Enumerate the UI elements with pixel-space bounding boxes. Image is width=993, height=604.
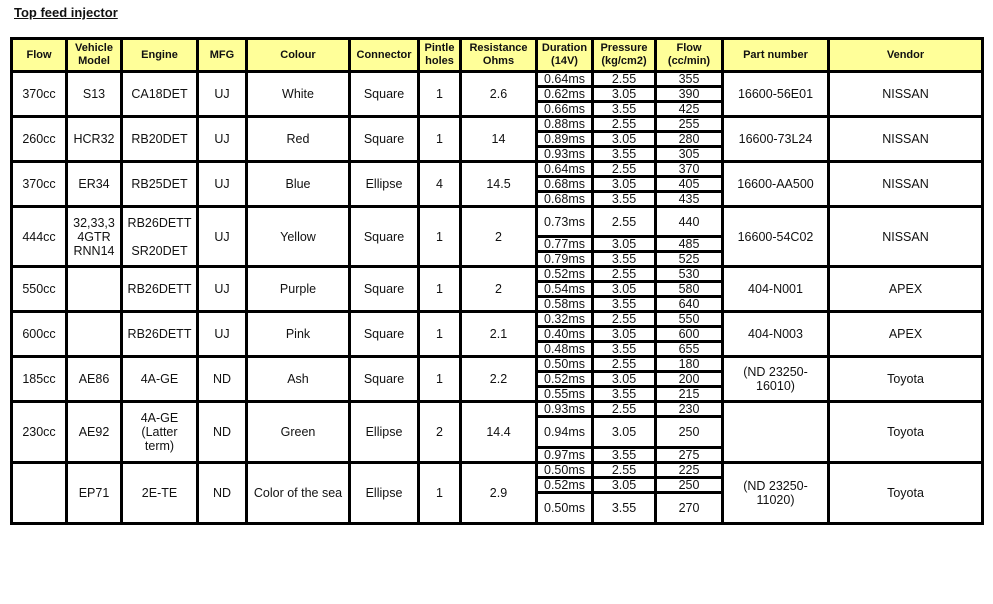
cell-connector: Square [350, 117, 419, 162]
cell-pressure: 3.55 [593, 448, 656, 463]
cell-pintle: 1 [419, 463, 461, 524]
cell-pintle: 1 [419, 312, 461, 357]
cell-part-number: 404-N001 [723, 267, 829, 312]
cell-engine: RB20DET [122, 117, 198, 162]
cell-model: 32,33,3 4GTR RNN14 [67, 207, 122, 267]
cell-flow-rate: 525 [656, 252, 723, 267]
cell-flow-rate: 435 [656, 192, 723, 207]
cell-model: HCR32 [67, 117, 122, 162]
cell-pressure: 2.55 [593, 312, 656, 327]
cell-connector: Ellipse [350, 162, 419, 207]
cell-flow: 230cc [12, 402, 67, 463]
cell-duration: 0.52ms [537, 372, 593, 387]
cell-part-number: 404-N003 [723, 312, 829, 357]
cell-mfg: ND [198, 463, 247, 524]
cell-connector: Square [350, 72, 419, 117]
header-colour: Colour [247, 39, 350, 72]
cell-flow-rate: 405 [656, 177, 723, 192]
cell-duration: 0.93ms [537, 402, 593, 417]
cell-part-number: (ND 23250- 16010) [723, 357, 829, 402]
cell-model: AE92 [67, 402, 122, 463]
cell-colour: Purple [247, 267, 350, 312]
cell-colour: Red [247, 117, 350, 162]
cell-flow-rate: 640 [656, 297, 723, 312]
header-mfg: MFG [198, 39, 247, 72]
cell-flow-rate: 440 [656, 207, 723, 237]
cell-flow: 370cc [12, 72, 67, 117]
cell-pressure: 3.55 [593, 342, 656, 357]
table-row [12, 162, 983, 177]
cell-vendor: NISSAN [829, 162, 983, 207]
cell-model: AE86 [67, 357, 122, 402]
cell-pressure: 2.55 [593, 72, 656, 87]
cell-pressure: 3.55 [593, 493, 656, 524]
cell-pressure: 2.55 [593, 463, 656, 478]
cell-flow-rate: 280 [656, 132, 723, 147]
cell-connector: Square [350, 207, 419, 267]
cell-connector: Square [350, 357, 419, 402]
cell-duration: 0.52ms [537, 478, 593, 493]
header-pintle-holes: Pintle holes [419, 39, 461, 72]
cell-pressure: 3.55 [593, 147, 656, 162]
cell-resistance: 2.2 [461, 357, 537, 402]
cell-pressure: 2.55 [593, 117, 656, 132]
cell-flow-rate: 215 [656, 387, 723, 402]
cell-pressure: 2.55 [593, 267, 656, 282]
header-resistance: Resistance Ohms [461, 39, 537, 72]
cell-flow-rate: 275 [656, 448, 723, 463]
table-row [12, 267, 983, 282]
cell-duration: 0.54ms [537, 282, 593, 297]
page-title: Top feed injector [14, 5, 118, 20]
cell-mfg: UJ [198, 207, 247, 267]
cell-pintle: 1 [419, 117, 461, 162]
cell-flow-rate: 250 [656, 417, 723, 448]
cell-flow-rate: 230 [656, 402, 723, 417]
cell-model: S13 [67, 72, 122, 117]
cell-flow-rate: 225 [656, 463, 723, 478]
cell-flow-rate: 485 [656, 237, 723, 252]
cell-flow-rate: 425 [656, 102, 723, 117]
cell-connector: Square [350, 267, 419, 312]
cell-pressure: 3.05 [593, 282, 656, 297]
cell-pintle: 1 [419, 207, 461, 267]
cell-engine: RB26DETT [122, 267, 198, 312]
header-part-number: Part number [723, 39, 829, 72]
cell-flow: 444cc [12, 207, 67, 267]
header-duration: Duration (14V) [537, 39, 593, 72]
cell-part-number: 16600-54C02 [723, 207, 829, 267]
cell-model: ER34 [67, 162, 122, 207]
cell-pintle: 1 [419, 267, 461, 312]
cell-pintle: 4 [419, 162, 461, 207]
cell-flow-rate: 180 [656, 357, 723, 372]
cell-vendor: Toyota [829, 402, 983, 463]
header-vendor: Vendor [829, 39, 983, 72]
cell-duration: 0.93ms [537, 147, 593, 162]
cell-pressure: 3.05 [593, 372, 656, 387]
cell-pressure: 3.55 [593, 192, 656, 207]
cell-pressure: 3.05 [593, 132, 656, 147]
cell-mfg: UJ [198, 162, 247, 207]
cell-duration: 0.58ms [537, 297, 593, 312]
cell-colour: Ash [247, 357, 350, 402]
cell-pressure: 3.05 [593, 417, 656, 448]
header-flow-rate: Flow (cc/min) [656, 39, 723, 72]
cell-engine: CA18DET [122, 72, 198, 117]
cell-duration: 0.97ms [537, 448, 593, 463]
cell-duration: 0.79ms [537, 252, 593, 267]
cell-flow-rate: 270 [656, 493, 723, 524]
cell-pressure: 3.55 [593, 252, 656, 267]
cell-pressure: 3.05 [593, 177, 656, 192]
cell-duration: 0.94ms [537, 417, 593, 448]
cell-resistance: 2.9 [461, 463, 537, 524]
cell-engine: 4A-GE [122, 357, 198, 402]
header-pressure: Pressure (kg/cm2) [593, 39, 656, 72]
cell-mfg: UJ [198, 117, 247, 162]
cell-duration: 0.48ms [537, 342, 593, 357]
cell-duration: 0.88ms [537, 117, 593, 132]
cell-duration: 0.50ms [537, 493, 593, 524]
cell-vendor: APEX [829, 312, 983, 357]
cell-resistance: 2.6 [461, 72, 537, 117]
cell-flow: 550cc [12, 267, 67, 312]
cell-duration: 0.77ms [537, 237, 593, 252]
cell-mfg: UJ [198, 312, 247, 357]
cell-pressure: 3.05 [593, 478, 656, 493]
cell-engine: 4A-GE (Latter term) [122, 402, 198, 463]
cell-engine: 2E-TE [122, 463, 198, 524]
header-engine: Engine [122, 39, 198, 72]
cell-model: EP71 [67, 463, 122, 524]
cell-flow-rate: 355 [656, 72, 723, 87]
cell-pressure: 3.55 [593, 387, 656, 402]
cell-flow: 185cc [12, 357, 67, 402]
table-row [12, 357, 983, 372]
cell-duration: 0.68ms [537, 177, 593, 192]
cell-duration: 0.68ms [537, 192, 593, 207]
table-row [12, 463, 983, 478]
cell-pressure: 2.55 [593, 357, 656, 372]
cell-flow-rate: 370 [656, 162, 723, 177]
cell-duration: 0.50ms [537, 463, 593, 478]
cell-vendor: APEX [829, 267, 983, 312]
cell-flow: 370cc [12, 162, 67, 207]
cell-part-number: 16600-AA500 [723, 162, 829, 207]
header-connector: Connector [350, 39, 419, 72]
cell-pressure: 3.05 [593, 327, 656, 342]
table-row [12, 312, 983, 327]
cell-pintle: 1 [419, 72, 461, 117]
cell-resistance: 2 [461, 207, 537, 267]
cell-pressure: 2.55 [593, 402, 656, 417]
cell-vendor: NISSAN [829, 207, 983, 267]
cell-model [67, 267, 122, 312]
cell-colour: Color of the sea [247, 463, 350, 524]
cell-duration: 0.50ms [537, 357, 593, 372]
cell-pressure: 3.55 [593, 297, 656, 312]
cell-flow-rate: 580 [656, 282, 723, 297]
cell-flow-rate: 530 [656, 267, 723, 282]
cell-connector: Ellipse [350, 463, 419, 524]
cell-flow-rate: 655 [656, 342, 723, 357]
cell-engine: RB26DETT SR20DET [122, 207, 198, 267]
header-flow: Flow [12, 39, 67, 72]
cell-part-number: (ND 23250- 11020) [723, 463, 829, 524]
cell-duration: 0.66ms [537, 102, 593, 117]
cell-part-number [723, 402, 829, 463]
cell-resistance: 14.5 [461, 162, 537, 207]
cell-duration: 0.40ms [537, 327, 593, 342]
cell-resistance: 14 [461, 117, 537, 162]
header-vehicle-model: Vehicle Model [67, 39, 122, 72]
cell-resistance: 2.1 [461, 312, 537, 357]
cell-flow-rate: 255 [656, 117, 723, 132]
cell-duration: 0.64ms [537, 72, 593, 87]
cell-duration: 0.52ms [537, 267, 593, 282]
cell-mfg: UJ [198, 267, 247, 312]
cell-mfg: UJ [198, 72, 247, 117]
cell-colour: Pink [247, 312, 350, 357]
cell-pressure: 2.55 [593, 162, 656, 177]
cell-flow-rate: 305 [656, 147, 723, 162]
table-row [12, 117, 983, 132]
cell-engine: RB25DET [122, 162, 198, 207]
cell-connector: Ellipse [350, 402, 419, 463]
cell-flow-rate: 550 [656, 312, 723, 327]
cell-vendor: NISSAN [829, 117, 983, 162]
cell-colour: Yellow [247, 207, 350, 267]
cell-flow-rate: 250 [656, 478, 723, 493]
table-row [12, 72, 983, 87]
cell-colour: Green [247, 402, 350, 463]
cell-pressure: 3.05 [593, 87, 656, 102]
cell-vendor: Toyota [829, 463, 983, 524]
cell-pintle: 2 [419, 402, 461, 463]
injector-table [10, 37, 984, 525]
cell-flow-rate: 600 [656, 327, 723, 342]
cell-model [67, 312, 122, 357]
cell-part-number: 16600-73L24 [723, 117, 829, 162]
cell-pintle: 1 [419, 357, 461, 402]
cell-colour: Blue [247, 162, 350, 207]
header-row [12, 39, 983, 72]
cell-part-number: 16600-56E01 [723, 72, 829, 117]
cell-colour: White [247, 72, 350, 117]
table-row [12, 402, 983, 417]
cell-duration: 0.73ms [537, 207, 593, 237]
cell-duration: 0.89ms [537, 132, 593, 147]
cell-duration: 0.64ms [537, 162, 593, 177]
cell-flow: 600cc [12, 312, 67, 357]
cell-mfg: ND [198, 402, 247, 463]
cell-flow [12, 463, 67, 524]
cell-flow-rate: 390 [656, 87, 723, 102]
cell-mfg: ND [198, 357, 247, 402]
cell-duration: 0.55ms [537, 387, 593, 402]
cell-resistance: 14.4 [461, 402, 537, 463]
cell-resistance: 2 [461, 267, 537, 312]
cell-duration: 0.62ms [537, 87, 593, 102]
table-row [12, 207, 983, 237]
cell-pressure: 3.05 [593, 237, 656, 252]
cell-vendor: Toyota [829, 357, 983, 402]
cell-flow-rate: 200 [656, 372, 723, 387]
cell-pressure: 2.55 [593, 207, 656, 237]
cell-engine: RB26DETT [122, 312, 198, 357]
cell-vendor: NISSAN [829, 72, 983, 117]
cell-duration: 0.32ms [537, 312, 593, 327]
cell-pressure: 3.55 [593, 102, 656, 117]
cell-flow: 260cc [12, 117, 67, 162]
cell-connector: Square [350, 312, 419, 357]
